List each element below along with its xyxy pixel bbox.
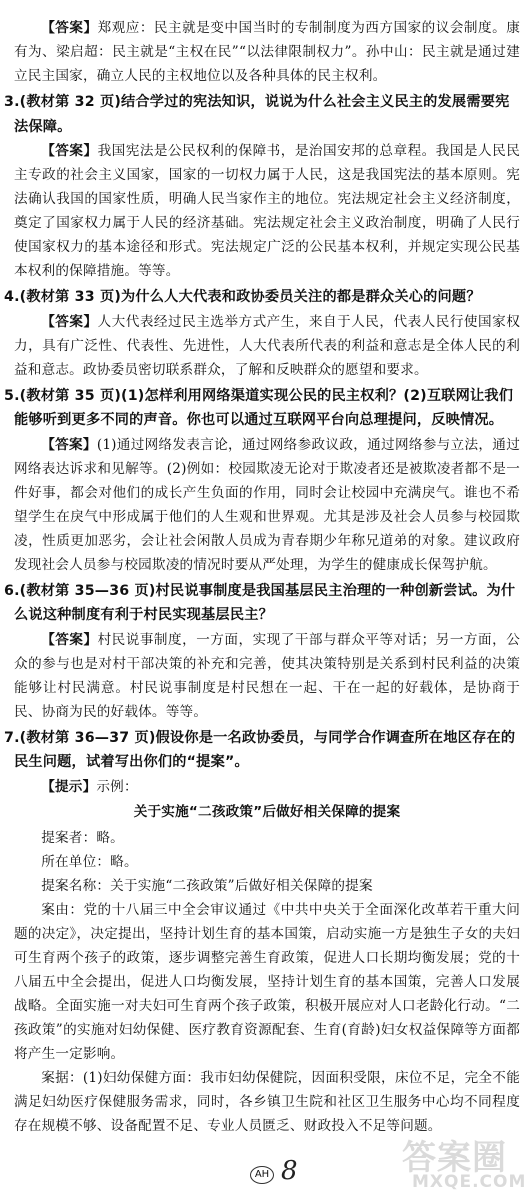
question-6 — [4, 579, 520, 724]
intro-answer — [14, 16, 520, 88]
question-7-text: 7.(教材第 36—37 页)假设你是一名政协委员，与同学合作调查所在地区存在的民生问题，试着写出你们的“提案”。 — [14, 726, 520, 775]
question-4-answer: 【答案】人大代表经过民主选举方式产生，来自于人民，代表人民行使国家权力，具有广泛性、代表性、先进性，人大代表所代表的利益和意志是全体人民的利益和意志。政协委员密切联系群众，了解和反映群众的愿望和要求。 — [14, 313, 520, 378]
question-6-answer: 【答案】村民说事制度，一方面，实现了干部与群众平等对话；另一方面，公众的参与也是对村干部决策的补充和完善，使其决策特别是关系到村民利益的决策能够让村民满意。村民说事制度是村民想在一起、干在一起的好载体，是协商于民、协商为民的好载体。等等。 — [14, 631, 520, 720]
answer-tag: 【答案】 — [41, 631, 98, 648]
question-4-number: 4. — [4, 289, 20, 305]
proposal-reason: 案由：党的十八届三中全会审议通过《中共中央关于全面深化改革若干重大问题的决定》，决定提出，坚持计划生育的基本国策，启动实施一方是独生子女的夫妇可生育两个孩子的政策，逐步调整完善生育政策，促进人口长期均衡发展；党的十八届五中全会提出，促进人口均衡发展，坚持计划生育的基本国策，完善人口发展战略。全面实施一对夫妇可生育两个孩子政策，积极开展应对人口老龄化行动。“二孩政策”的实施对妇幼保健、医疗教育资源配套、生育(育龄)妇女权益保障等方面都将产生一定影响。 — [14, 901, 520, 1062]
proposal-name: 提案名称：关于实施“二孩政策”后做好相关保障的提案 — [41, 877, 373, 894]
question-6-number: 6. — [4, 582, 20, 599]
watermark-en: MXQE.COM — [412, 1172, 527, 1192]
question-5-text: 5.(教材第 35 页)(1)怎样利用网络渠道实现公民的民主权利？(2)互联网让我们能够听到更多不同的声音。你也可以通过互联网平台向总理提问，反映情况。 — [14, 384, 520, 433]
answer-tag: 【答案】 — [41, 313, 98, 330]
content-column — [4, 16, 520, 1138]
question-5-number: 5. — [4, 387, 20, 404]
answer-tag: 【答案】 — [41, 20, 98, 36]
answer-tag: 【答案】 — [41, 143, 98, 159]
proposal-basis: 案据：(1)妇幼保健方面：我市妇幼保健院，因面积受限，床位不足，完全不能满足妇幼医疗保健服务需求，同时，各乡镇卫生院和社区卫生服务中心均不同程度存在规模不够、设备配置不足、专业人员匮乏、财政投入不足等问题。 — [14, 1069, 520, 1134]
question-7-hint — [14, 775, 520, 799]
question-5-answer: 【答案】(1)通过网络发表言论，通过网络参政议政，通过网络参与立法，通过网络表达诉求和见解等。(2)例如：校园欺凌无论对于欺凌者还是被欺凌者都不是一件好事，都会对他们的成长产生负面的作用，同时会让校园中充满戾气。谁也不希望学生在戾气中形成属于他们的人生观和世界观。尤其是涉及社会人员参与校园欺凌，性质更加恶劣，会让社会闲散人员成为青春期少年称兄道弟的对象。建议政府发现社会人员参与校园欺凌的情况时要从严处理，为学生的健康成长保驾护航。 — [14, 436, 520, 573]
question-3 — [4, 90, 520, 283]
question-3-answer: 【答案】我国宪法是公民权利的保障书，是治国安邦的总章程。我国是人民民主专政的社会主义国家，国家的一切权力属于人民，这是我国宪法的基本原则。宪法确认我国的国家性质，明确人民当家作主的地位。宪法规定社会主义经济制度，奠定了国家权力属于人民的经济基础。宪法规定社会主义政治制度，明确了人民行使国家权力的基本途径和形式。宪法规定广泛的公民基本权利，并规定实现公民基本权利的保障措施。等等。 — [14, 143, 520, 279]
answer-tag: 【答案】 — [41, 436, 97, 453]
question-3-number: 3. — [4, 94, 20, 110]
question-7 — [4, 726, 520, 1138]
question-7-number: 7. — [4, 729, 20, 746]
question-4 — [4, 285, 520, 382]
proposal-unit: 所在单位：略。 — [41, 853, 138, 870]
proposal-title: 关于实施“二孩政策”后做好相关保障的提案 — [133, 803, 401, 820]
question-5 — [4, 384, 520, 577]
intro-answer-paragraph — [14, 16, 520, 88]
question-4-text: 4.(教材第 33 页)为什么人大代表和政协委员关注的都是群众关心的问题？ — [14, 285, 520, 310]
watermark-cn: 答案圈 — [402, 1138, 507, 1178]
proposal-proposer: 提案者：略。 — [41, 829, 124, 846]
hint-lead: 示例： — [96, 778, 138, 795]
question-3-text: 3.(教材第 32 页)结合学过的宪法知识，说说为什么社会主义民主的发展需要宪法保障。 — [14, 90, 520, 139]
hint-tag: 【提示】 — [41, 778, 97, 795]
intro-answer-text: 郑观应：民主就是变中国当时的专制制度为西方国家的议会制度。康有为、梁启超：民主就是“主权在民”“以法律限制权力”。孙中山：民主就是通过建立民主国家，确立人民的主权地位以及各种具体的民主权利。 — [14, 20, 520, 84]
question-6-text: 6.(教材第 35—36 页)村民说事制度是我国基层民主治理的一种创新尝试。为什么说这种制度有利于村民实现基层民主？ — [14, 579, 520, 628]
page-number: 8 — [281, 1156, 298, 1186]
publisher-badge: AH — [250, 1166, 274, 1184]
